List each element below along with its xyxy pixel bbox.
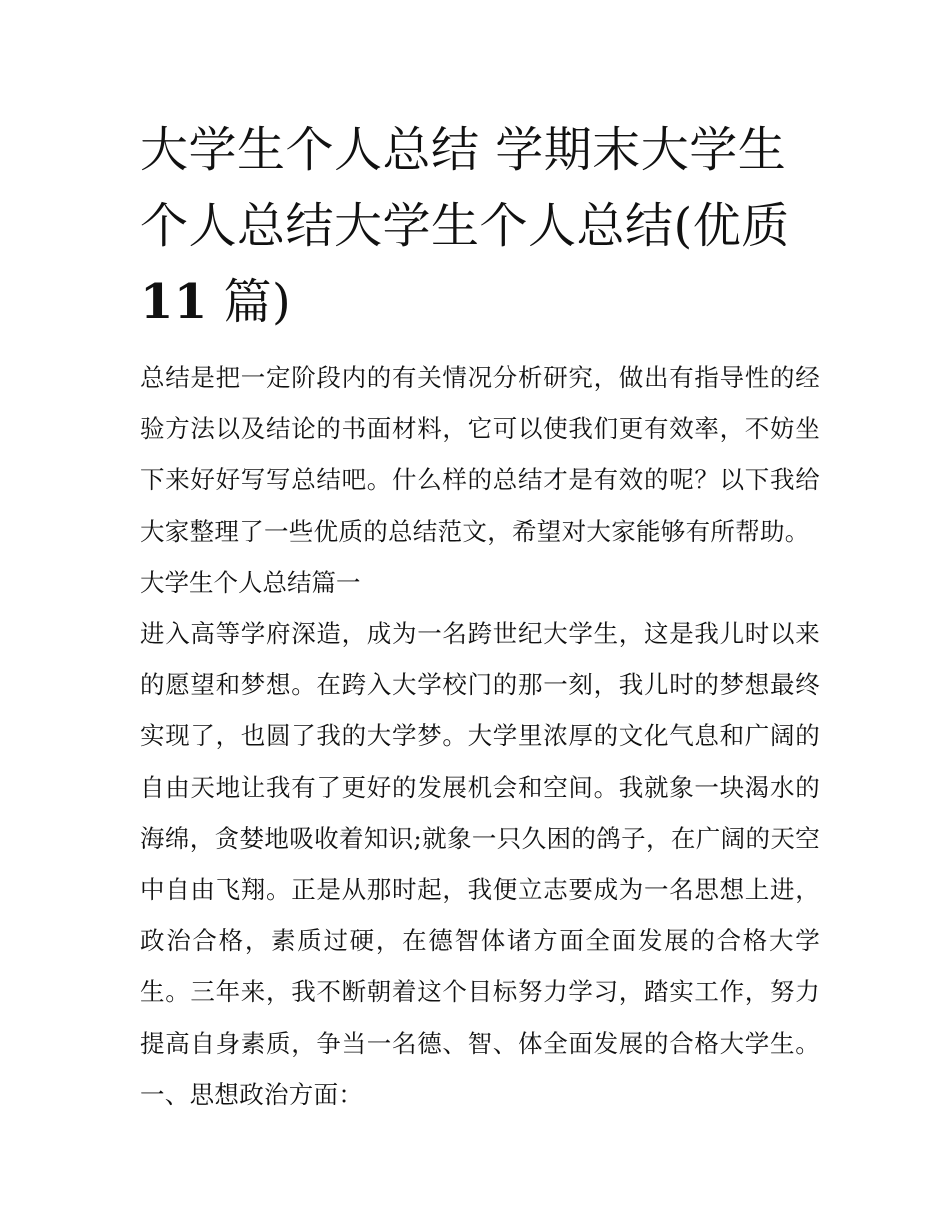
title-suffix: 篇)	[207, 274, 292, 330]
section-heading: 大学生个人总结篇一	[140, 567, 361, 597]
title-text: 大学生个人总结 学期末大学生个人总结大学生个人总结(优质	[140, 122, 790, 254]
body-paragraph: 进入高等学府深造，成为一名跨世纪大学生，这是我儿时以来的愿望和梦想。在跨入大学校门的那一刻，我儿时的梦想最终实现了，也圆了我的大学梦。大学里浓厚的文化气息和广阔的自由天地让我有了更好的发展机会和空间。我就象一块渴水的海绵，贪婪地吸收着知识;就象一只久困的鸽子，在广阔的天空中自由飞翔。正是从那时起，我便立志要成为一名思想上进，政治合格，素质过硬，在德智体诸方面全面发展的合格大学生。三年来，我不断朝着这个目标努力学习，踏实工作，努力提高自身素质，争当一名德、智、体全面发展的合格大学生。一、思想政治方面：	[140, 619, 820, 1109]
title-number: 11	[140, 274, 208, 330]
intro-paragraph: 总结是把一定阶段内的有关情况分析研究，做出有指导性的经验方法以及结论的书面材料，它可以使我们更有效率，不妨坐下来好好写写总结吧。什么样的总结才是有效的呢？以下我给大家整理了一些优质的总结范文，希望对大家能够有所帮助。	[140, 363, 820, 546]
document-content	[140, 112, 820, 1120]
document-title	[140, 112, 820, 340]
